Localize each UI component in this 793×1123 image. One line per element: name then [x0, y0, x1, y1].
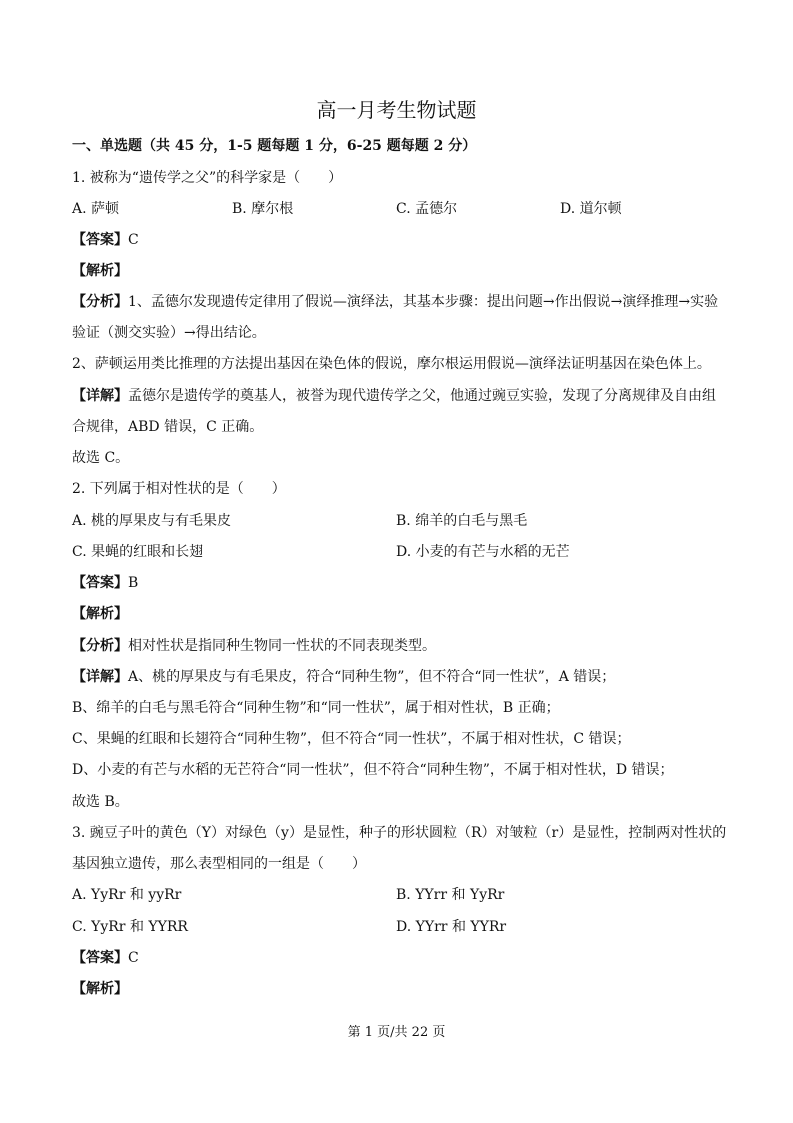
q1-option-d: D. 道尔顿: [560, 201, 622, 217]
question-1-stem: 1. 被称为“遗传学之父”的科学家是（ ）: [72, 170, 343, 186]
q2-detail-d: D、小麦的有芒与水稻的无芒符合“同一性状”，但不符合“同种生物”，不属于相对性状，D 错误；: [72, 762, 674, 778]
question-3-stem-line-1: 3. 豌豆子叶的黄色（Y）对绿色（y）是显性，种子的形状圆粒（R）对皱粒（r）是显性，控制两对性状的: [72, 825, 727, 841]
q2-xiangjie-line-1: [72, 667, 615, 687]
xiangjie-text: A、桃的厚果皮与有毛果皮，符合“同种生物”，但不符合“同一性状”，A 错误；: [128, 669, 616, 685]
q2-conclusion: 故选 B。: [72, 794, 129, 810]
question-3-stem-line-2: 基因独立遗传，那么表型相同的一组是（ ）: [72, 856, 366, 872]
q1-option-a: A. 萨顿: [72, 201, 120, 217]
q2-fenxi-line-1: [72, 636, 436, 656]
q2-option-a: A. 桃的厚果皮与有毛果皮: [72, 513, 232, 529]
q2-answer: [72, 573, 138, 593]
q2-option-c: C. 果蝇的红眼和长翅: [72, 544, 204, 560]
q1-xiangjie-line-1: [72, 386, 716, 406]
answer-tag: 【答案】: [72, 575, 128, 591]
q2-option-b: B. 绵羊的白毛与黑毛: [396, 513, 528, 529]
answer-value: C: [128, 950, 139, 966]
answer-value: B: [128, 575, 139, 591]
page-footer: 第 1 页/共 22 页: [347, 1025, 446, 1040]
answer-tag: 【答案】: [72, 950, 128, 966]
q3-analysis-tag: 【解析】: [72, 981, 128, 997]
q3-option-c: C. YyRr 和 YYRR: [72, 919, 188, 935]
q2-analysis-tag: 【解析】: [72, 606, 128, 622]
xiangjie-tag: 【详解】: [72, 388, 128, 404]
q3-option-d: D. YYrr 和 YYRr: [396, 919, 507, 935]
q1-option-c: C. 孟德尔: [396, 201, 458, 217]
section-heading: 一、单选题（共 45 分，1-5 题每题 1 分，6-25 题每题 2 分）: [72, 138, 477, 154]
fenxi-tag: 【分析】: [72, 294, 128, 310]
q2-detail-c: C、果蝇的红眼和长翅符合“同种生物”，但不符合“同一性状”，不属于相对性状，C 错误；: [72, 731, 631, 747]
xiangjie-tag: 【详解】: [72, 669, 128, 685]
q3-answer: [72, 948, 139, 968]
q1-answer: [72, 230, 139, 250]
q1-fenxi-line-3: 2、萨顿运用类比推理的方法提出基因在染色体的假说，摩尔根运用假说—演绎法证明基因在染色体上。: [72, 356, 711, 372]
fenxi-text: 相对性状是指同种生物同一性状的不同表现类型。: [128, 638, 436, 654]
page-title: 高一月考生物试题: [316, 98, 477, 122]
q3-option-a: A. YyRr 和 yyRr: [72, 887, 182, 903]
q1-option-b: B. 摩尔根: [232, 201, 294, 217]
fenxi-tag: 【分析】: [72, 638, 128, 654]
q2-option-d: D. 小麦的有芒与水稻的无芒: [396, 544, 570, 560]
q1-fenxi-line-1: [72, 292, 718, 312]
q2-detail-b: B、绵羊的白毛与黑毛符合“同种生物”和“同一性状”，属于相对性状，B 正确；: [72, 700, 560, 716]
fenxi-text: 1、孟德尔发现遗传定律用了假说—演绎法，其基本步骤：提出问题→作出假说→演绎推理→实验: [128, 294, 719, 310]
answer-tag: 【答案】: [72, 232, 128, 248]
q1-analysis-tag: 【解析】: [72, 263, 128, 279]
q1-conclusion: 故选 C。: [72, 450, 130, 466]
q1-xiangjie-line-2: 合规律，ABD 错误，C 正确。: [72, 419, 264, 435]
q3-option-b: B. YYrr 和 YyRr: [396, 887, 505, 903]
q1-fenxi-line-2: 验证（测交实验）→得出结论。: [72, 325, 266, 341]
answer-value: C: [128, 232, 139, 248]
question-2-stem: 2. 下列属于相对性状的是（ ）: [72, 481, 286, 497]
xiangjie-text: 孟德尔是遗传学的奠基人，被誉为现代遗传学之父，他通过豌豆实验，发现了分离规律及自由组: [128, 388, 716, 404]
